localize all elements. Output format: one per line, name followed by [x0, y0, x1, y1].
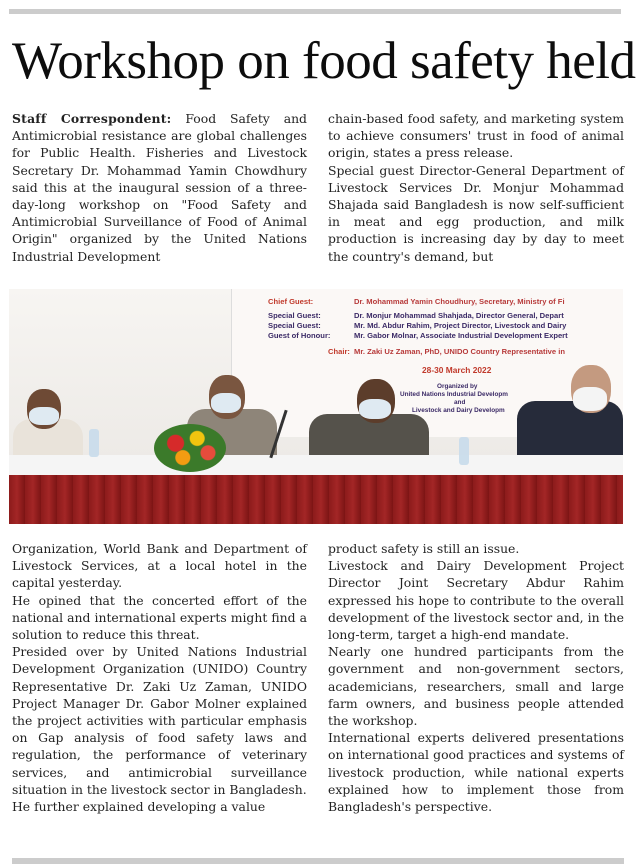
face-mask-icon — [573, 387, 607, 411]
paragraph: Livestock and Dairy Development Project Director Joint Secretary Abdur Rahim expressed his hope to contribute to the overall development of the livestock sector and, in the long-term, target a high-end mandate. — [328, 558, 624, 643]
banner-name: Dr. Monjur Mohammad Shahjada, Director General, Depart — [354, 311, 564, 320]
headline: Workshop on food safety held — [12, 32, 636, 90]
flower-bouquet — [154, 424, 226, 472]
banner-name: Mr. Gabor Molnar, Associate Industrial Development Expert — [354, 331, 568, 340]
paragraph: Nearly one hundred participants from the government and non-government sectors, academicians, researchers, small and large farm owners, and business people attended the workshop. — [328, 644, 624, 729]
banner-org-2: Livestock and Dairy Developm — [412, 407, 505, 414]
banner-name: Dr. Mohammad Yamin Choudhury, Secretary, Ministry of Fi — [354, 297, 565, 306]
paragraph: product safety is still an issue. — [328, 541, 520, 556]
face-mask-icon — [29, 407, 59, 425]
banner-role: Chief Guest: — [268, 297, 314, 306]
column-1 — [12, 110, 307, 265]
table-cloth — [9, 455, 623, 477]
lead-paragraph — [12, 110, 307, 265]
banner-date: 28-30 March 2022 — [422, 365, 492, 375]
paragraph: Special guest Director-General Department of Livestock Services Dr. Monjur Mohammad Shajada said Bangladesh is now self-sufficient in meat and egg production, and milk production is increasing day by day to meet the country's demand, but — [328, 162, 624, 264]
paragraph: Organization, World Bank and Department of Livestock Services, at a local hotel in the capital yesterday. — [12, 541, 307, 591]
banner-role: Special Guest: — [268, 311, 321, 320]
paragraph: He opined that the concerted effort of the national and international experts might find a solution to reduce this threat. — [12, 592, 307, 643]
paragraph: He further explained developing a value — [12, 799, 266, 815]
article-photo — [9, 289, 623, 524]
face-mask-icon — [211, 393, 241, 413]
face-mask-icon — [359, 399, 391, 419]
paragraph: Presided over by United Nations Industrial Development Organization (UNIDO) Country Representative Dr. Zaki Uz Zaman, UNIDO Project Manager Dr. Gabor Molner explained the project activities with particular emphasis on Gap analysis of food safety laws and regulation, the performance of veterinary services, and antimicrobial surveillance situation in the livestock sector in Bangladesh. — [12, 644, 307, 797]
banner-organized-by: Organized by — [437, 383, 478, 390]
paragraph: International experts delivered presentations on international good practices and systems of livestock production, while national experts explained how to implement those from Bangladesh's perspective. — [328, 730, 624, 815]
banner-org-1: United Nations Industrial Developm — [400, 391, 508, 398]
bottom-rule — [12, 858, 624, 864]
water-bottle — [89, 429, 99, 457]
banner-role: Chair: — [328, 347, 350, 356]
banner-name: Mr. Zaki Uz Zaman, PhD, UNIDO Country Representative in — [354, 347, 565, 356]
banner-role: Guest of Honour: — [268, 331, 331, 340]
byline: Staff Correspondent: — [12, 111, 172, 126]
water-bottle — [459, 437, 469, 465]
banner-role: Special Guest: — [268, 321, 321, 330]
banner-name: Mr. Md. Abdur Rahim, Project Director, Livestock and Dairy — [354, 321, 567, 330]
column-3 — [12, 540, 307, 815]
table-skirt — [9, 475, 623, 524]
column-2 — [328, 110, 624, 265]
paragraph: chain-based food safety, and marketing system to achieve consumers' trust in food of animal origin, states a press release. — [328, 111, 624, 161]
lead-text: Food Safety and Antimicrobial resistance are global challenges for Public Health. Fisheries and Livestock Secretary Dr. Mohammad Yamin Chowdhury said this at the inaugural session of a three-day-long workshop on "Food Safety and Antimicrobial Surveillance of Food of Animal Origin" organized by the United Nations Industrial Development — [12, 111, 307, 264]
banner-and: and — [454, 399, 466, 406]
column-4 — [328, 540, 624, 815]
top-rule — [9, 9, 621, 14]
